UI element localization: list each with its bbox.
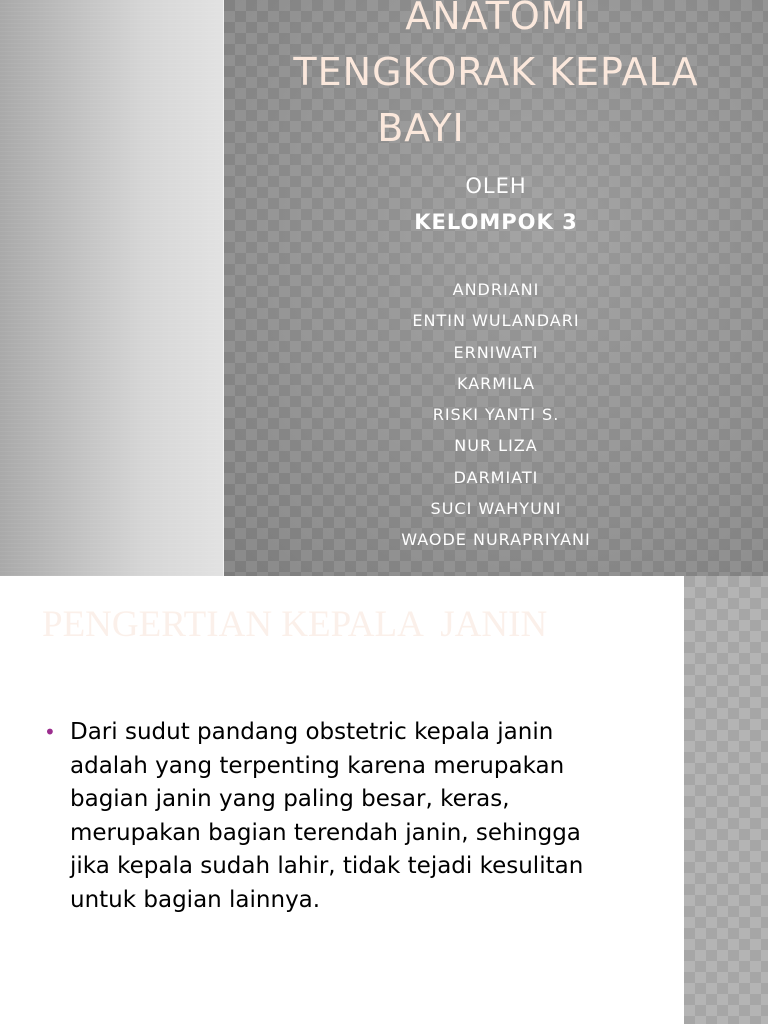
member-list: [224, 274, 768, 556]
member-name: ERNIWATI: [453, 342, 539, 362]
byline: [224, 168, 768, 240]
member-name: NUR LIZA: [454, 436, 538, 456]
title-line-2: TENGKORAK KEPALA: [293, 50, 699, 94]
title-line-1: ANATOMI: [405, 0, 587, 38]
bullet-line: adalah yang terpenting karena merupakan: [70, 752, 565, 779]
slide-left-panel: [0, 0, 224, 576]
bullet-line: bagian janin yang paling besar, keras,: [70, 786, 510, 812]
bullet-line: Dari sudut pandang obstetric kepala janin: [70, 719, 554, 745]
slide-title: [224, 0, 768, 156]
bullet-item: [44, 716, 644, 917]
title-line-3: BAYI: [377, 106, 465, 150]
member-name: KARMILA: [456, 373, 536, 393]
bullet-line: merupakan bagian terendah janin, sehingga: [70, 819, 581, 846]
slide-heading: PENGERTIAN KEPALA JANIN: [42, 604, 548, 645]
content-slide: [0, 576, 768, 1024]
member-name: WAODE NURAPRIYANI: [401, 530, 591, 550]
member-name: ANDRIANI: [452, 280, 540, 299]
byline-oleh: OLEH: [465, 174, 527, 198]
decorative-side-strip: [684, 576, 768, 1024]
bullet-dot-icon: •: [44, 720, 56, 744]
member-name: DARMIATI: [453, 467, 539, 487]
bullet-line: jika kepala sudah lahir, tidak tejadi kesulitan: [70, 853, 584, 879]
member-name: SUCI WAHYUNI: [430, 499, 562, 519]
member-name: RISKI YANTI S.: [432, 405, 560, 425]
byline-group: KELOMPOK 3: [414, 210, 578, 234]
bullet-list: [44, 716, 644, 917]
bullet-line: untuk bagian lainnya.: [70, 886, 321, 913]
member-name: ENTIN WULANDARI: [412, 311, 580, 331]
